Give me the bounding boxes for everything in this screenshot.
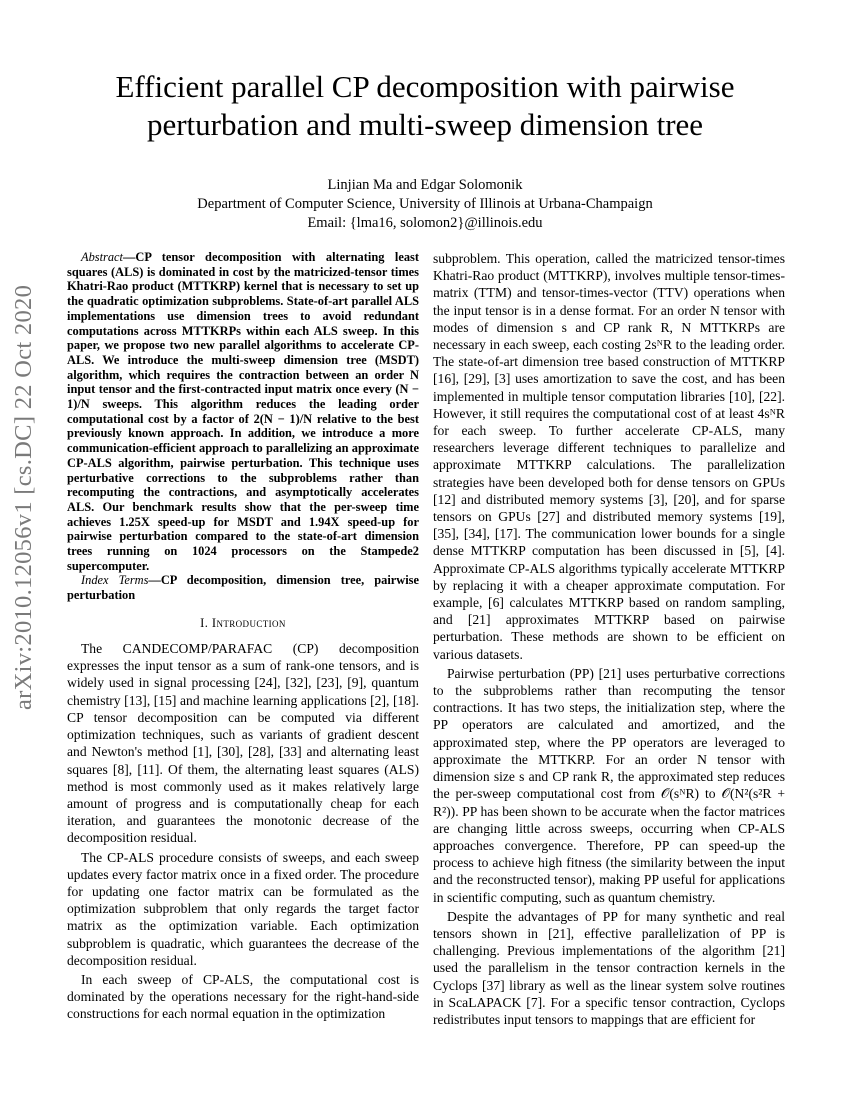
body-paragraph: Despite the advantages of PP for many synthetic and real tensors shown in [21], effective parallelization of PP is challenging. Previous implementations of the algorithm [21] used the parallelism in the tensor contraction kernels in the Cyclops [37] library as well as the linear system solve routines in ScaLAPACK [7]. For a specific tensor contraction, Cyclops redistributes input tensors to mappings that are efficient for bbox=[433, 908, 785, 1027]
right-column bbox=[433, 250, 785, 1028]
section-heading: I. Introduction bbox=[200, 615, 286, 630]
affiliation: Department of Computer Science, University of Illinois at Urbana-Champaign bbox=[197, 196, 653, 212]
left-column bbox=[67, 250, 419, 1023]
index-terms-text: —CP decomposition, dimension tree, pairwise perturbation bbox=[67, 573, 419, 603]
body-paragraph: Pairwise perturbation (PP) [21] uses perturbative corrections to the subproblems rather than recomputing the tensor contractions. It has two steps, the initialization step, where the PP operators are calculated and amortized, and the approximated step, where the PP operators are leveraged to approximate the MTTKRP. For an order N tensor with dimension size s and CP rank R, the approximated step reduces the per-sweep computational cost from 𝒪(sᴺR) to 𝒪(N²(s²R + R²)). PP has been shown to be accurate when the factor matrices are changing little across sweeps, occurring when CP-ALS approaches convergence. Therefore, PP can speed-up the process to achieve high fitness (the similarity between the input and the reconstructed tensor), making PP useful for applications in scientific computing, such as quantum chemistry. bbox=[433, 665, 785, 905]
arxiv-identifier: arXiv:2010.12056v1 [cs.DC] 22 Oct 2020 bbox=[10, 284, 37, 710]
abstract bbox=[67, 250, 419, 573]
body-paragraph: In each sweep of CP-ALS, the computational cost is dominated by the operations necessary for the right-hand-side constructions for each normal equation in the optimization bbox=[67, 971, 419, 1022]
title-line-1: Efficient parallel CP decomposition with pairwise bbox=[115, 69, 735, 104]
body-paragraph: The CP-ALS procedure consists of sweeps, and each sweep updates every factor matrix once in a fixed order. The procedure for updating one factor matrix can be formulated as the optimization subproblem that only regards the target factor matrix as the optimization variable. Each optimization subproblem is quadratic, which guarantees the decrease of the decomposition residual. bbox=[67, 849, 419, 968]
email: Email: {lma16, solomon2}@illinois.edu bbox=[307, 215, 543, 231]
body-paragraph: subproblem. This operation, called the matricized tensor-times Khatri-Rao product (MTTKRP), involves multiple tensor-times-matrix (TTM) and tensor-times-vector (TTV) operations when the input tensor is in a dense format. For an order N tensor with modes of dimension s and CP rank R, N MTTKRPs are necessary in each sweep, each costing 2sᴺR to the leading order. The state-of-art dimension tree based construction of MTTKRP [16], [29], [3] uses amortization to save the cost, and has been implemented in multiple tensor computation libraries [10], [22]. However, it still requires the computational cost of at least 4sᴺR for each sweep. To further accelerate CP-ALS, many researchers leverage different techniques to parallelize and approximate MTTKRP calculations. The parallelization strategies have been developed both for dense tensors on GPUs [12] and distributed memory systems [3], [20], and for sparse tensors on GPUs [27] and distributed memory systems [19], [35], [34], [17]. The communication lower bounds for a single dense MTTKRP computation has been discussed in [5], [4]. Approximate CP-ALS algorithms typically accelerate MTTKRP by replacing it with a cheaper approximate computation. For example, [6] calculates MTTKRP based on random sampling, and [21] approximates MTTKRP based on pairwise perturbation. These methods are shown to be efficient on various datasets. bbox=[433, 251, 785, 662]
body-paragraph: The CANDECOMP/PARAFAC (CP) decomposition expresses the input tensor as a sum of rank-one tensors, and is widely used in signal processing [24], [32], [23], [9], quantum chemistry [13], [15] and machine learning applications [2], [18]. CP tensor decomposition can be computed via different optimization techniques, such as variants of gradient descent and Newton's method [1], [30], [28], [33] and alternating least squares [8], [11]. Of them, the alternating least squares (ALS) method is most commonly used as it makes relatively large amount of progress and is computationally cheap for each iteration, and guarantees the monotonic decrease of the decomposition residual. bbox=[67, 641, 419, 846]
title-line-2: perturbation and multi-sweep dimension tree bbox=[146, 107, 704, 142]
paper-title bbox=[60, 68, 790, 144]
abstract-lead: Abstract bbox=[81, 250, 123, 264]
index-terms-lead: Index Terms bbox=[81, 573, 149, 588]
abstract-text: —CP tensor decomposition with alternating least squares (ALS) is dominated in cost by the matricized-tensor times Khatri-Rao product (MTTKRP) kernel that is necessary to set up the quadratic optimization subproblems. State-of-art parallel ALS implementations use dimension trees to avoid redundant computations across MTTKRPs within each ALS sweep. In this paper, we propose two new parallel algorithms to accelerate CP-ALS. We introduce the multi-sweep dimension tree (MSDT) algorithm, which requires the contraction between an order N input tensor and the first-contracted input matrix once every (N − 1)/N sweeps. This algorithm reduces the leading order computational cost by a factor of 2(N − 1)/N relative to the best previously known approach. In addition, we introduce a more communication-efficient approach to parallelizing an approximate CP-ALS algorithm, pairwise perturbation. This technique uses perturbative corrections to the subproblems rather than recomputing the contractions, and asymptotically accelerates ALS. Our benchmark results show that the per-sweep time achieves 1.25X speed-up for MSDT and 1.94X speed-up for pairwise perturbation compared to the state-of-art dimension trees running on 1024 processors on the Stampede2 supercomputer. bbox=[67, 250, 419, 573]
index-terms bbox=[67, 573, 419, 602]
authors: Linjian Ma and Edgar Solomonik bbox=[327, 177, 523, 193]
